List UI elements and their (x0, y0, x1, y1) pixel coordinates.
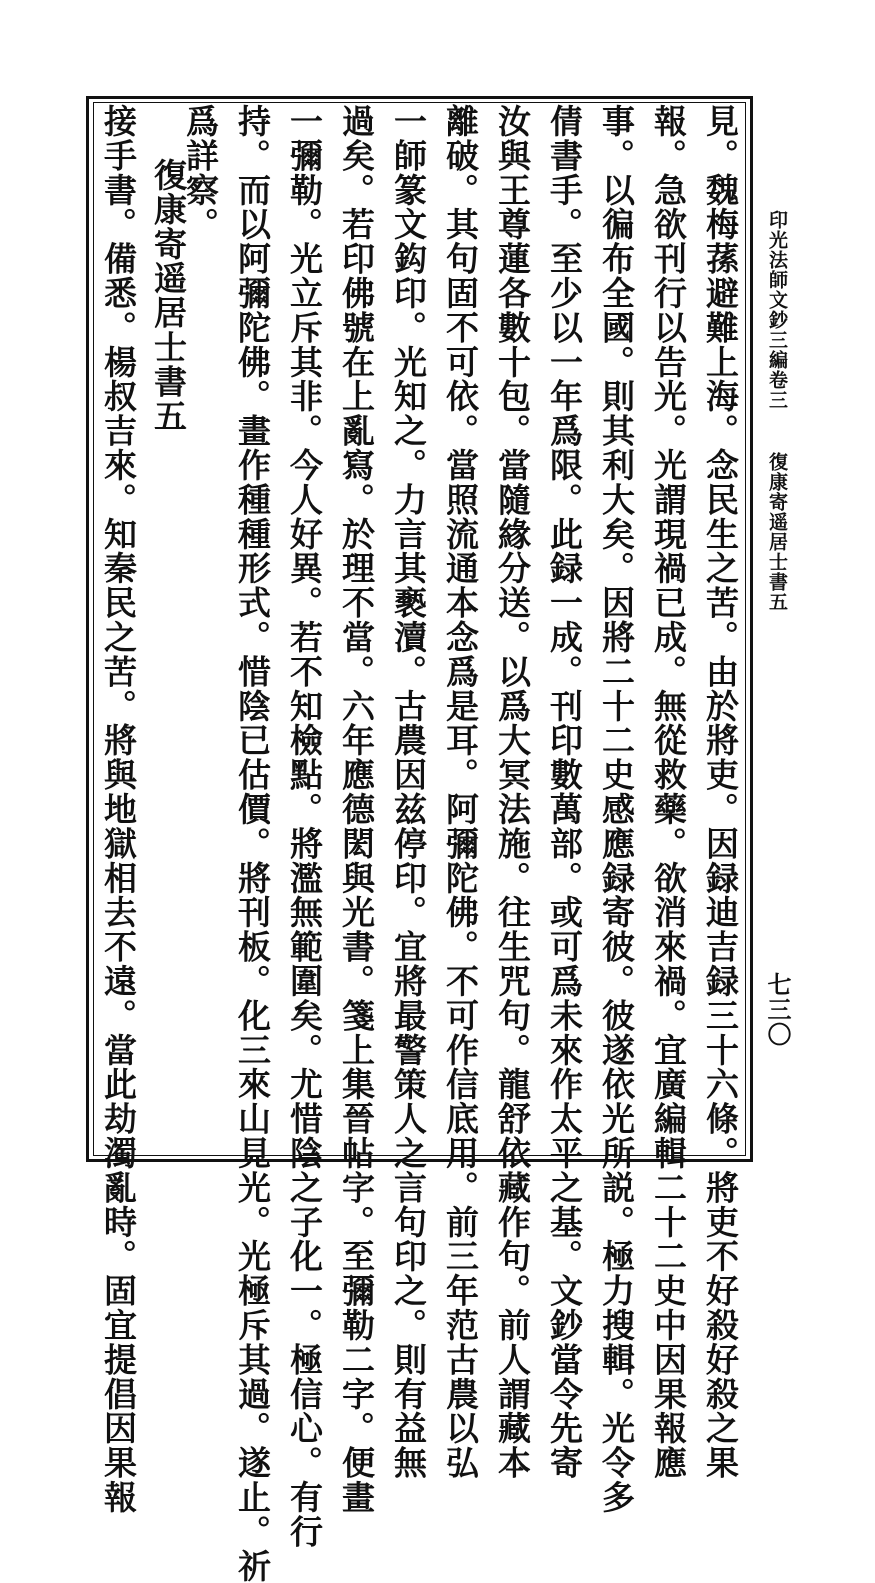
text-column: 離破。其句固不可依。當照流通本念爲是耳。阿彌陀佛。不可作信底用。前三年范古農以弘 (441, 104, 480, 1480)
section-title: 復康寄遥居士書五 (766, 452, 788, 612)
book-title: 印光法師文鈔三編卷三 (766, 210, 788, 410)
text-column: 倩書手。至少以一年爲限。此録一成。刊印數萬部。或可爲未來作太平之基。文鈔當令先寄 (545, 104, 584, 1480)
text-column: 汝與王尊蓮各數十包。當隨緣分送。以爲大冥法施。往生咒句。龍舒依藏作句。前人謂藏本 (493, 104, 532, 1480)
text-column: 爲詳察。 (181, 104, 220, 242)
text-column: 持。而以阿彌陀佛。畫作種種形式。惜陰已估價。將刊板。化三來山見光。光極斥其過。遂止。祈 (233, 104, 272, 1583)
text-column: 報。急欲刊行以告光。光謂現禍已成。無從救藥。欲消來禍。宜廣編輯二十二史中因果報應 (649, 104, 688, 1480)
page-number: 七三〇 (763, 972, 792, 1047)
text-column: 一師篆文鈎印。光知之。力言其褻瀆。古農因兹停印。宜將最警策人之言句印之。則有益無 (389, 104, 428, 1480)
text-column: 見。魏梅蓀避難上海。念民生之苦。由於將吏。因録迪吉録三十六條。將吏不好殺好殺之果 (701, 104, 740, 1480)
text-column: 過矣。若印佛號在上亂寫。於理不當。六年應德閎與光書。箋上集晉帖字。至彌勒二字。便畫 (337, 104, 376, 1515)
letter-title: 復康寄遥居士書五 (149, 158, 188, 434)
text-column: 一彌勒。光立斥其非。今人好異。若不知檢點。將濫無範圍矣。尤惜陰之子化一。極信心。有行 (285, 104, 324, 1549)
text-column: 接手書。備悉。楊叔吉來。知秦民之苦。將與地獄相去不遠。當此劫濁亂時。固宜提倡因果報 (99, 104, 138, 1515)
text-column: 事。以徧布全國。則其利大矣。因將二十二史感應録寄彼。彼遂依光所説。極力搜輯。光令多 (597, 104, 636, 1515)
